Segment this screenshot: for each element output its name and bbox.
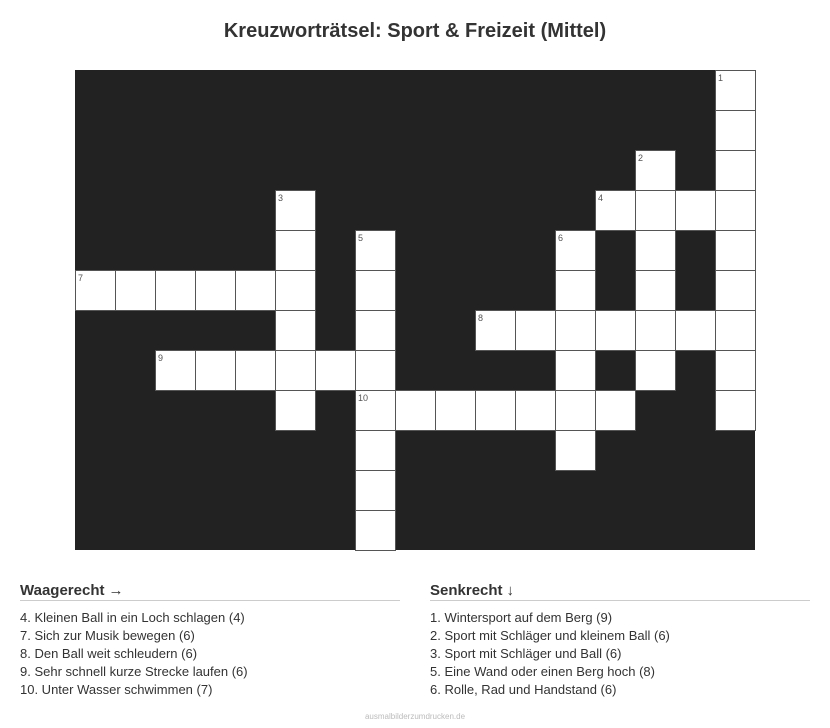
down-clue-list bbox=[430, 609, 810, 699]
crossword-cell[interactable] bbox=[75, 270, 116, 311]
crossword-cell[interactable] bbox=[635, 350, 676, 391]
crossword-cell[interactable] bbox=[635, 230, 676, 271]
crossword-cell[interactable] bbox=[155, 270, 196, 311]
crossword-cell[interactable] bbox=[635, 190, 676, 231]
crossword-cell[interactable] bbox=[395, 390, 436, 431]
crossword-cell[interactable] bbox=[715, 150, 756, 191]
crossword-cell[interactable] bbox=[555, 430, 596, 471]
across-heading-label: Waagerecht bbox=[20, 582, 105, 599]
across-heading bbox=[20, 582, 400, 601]
clue-across-9: 9. Sehr schnell kurze Strecke laufen (6) bbox=[20, 664, 248, 679]
clue-across-8: 8. Den Ball weit schleudern (6) bbox=[20, 646, 198, 661]
crossword-cell[interactable] bbox=[355, 230, 396, 271]
crossword-cell[interactable] bbox=[275, 310, 316, 351]
page-title: Kreuzworträtsel: Sport & Freizeit (Mittel) bbox=[223, 20, 607, 42]
cell-number: 1 bbox=[718, 73, 724, 83]
crossword-cell[interactable] bbox=[475, 390, 516, 431]
clue-down-6: 6. Rolle, Rad und Handstand (6) bbox=[430, 682, 617, 697]
crossword-cell[interactable] bbox=[555, 230, 596, 271]
crossword-grid bbox=[75, 70, 755, 550]
crossword-cell[interactable] bbox=[235, 350, 276, 391]
crossword-cell[interactable] bbox=[355, 350, 396, 391]
cell-number: 8 bbox=[478, 313, 484, 323]
crossword-cell[interactable] bbox=[715, 110, 756, 151]
crossword-cell[interactable] bbox=[715, 230, 756, 271]
crossword-cell[interactable] bbox=[355, 270, 396, 311]
arrow-right-icon: → bbox=[108, 582, 124, 599]
crossword-cell[interactable] bbox=[435, 390, 476, 431]
down-heading-label: Senkrecht bbox=[430, 582, 503, 599]
crossword-cell[interactable] bbox=[635, 270, 676, 311]
crossword-cell[interactable] bbox=[515, 390, 556, 431]
arrow-down-icon: ↓ bbox=[506, 582, 515, 599]
crossword-cell[interactable] bbox=[235, 270, 276, 311]
crossword-cell[interactable] bbox=[595, 190, 636, 231]
clue-down-2: 2. Sport mit Schläger und kleinem Ball (6) bbox=[430, 628, 670, 643]
crossword-cell[interactable] bbox=[715, 190, 756, 231]
cell-number: 7 bbox=[78, 273, 84, 283]
crossword-cell[interactable] bbox=[355, 470, 396, 511]
clue-across-7: 7. Sich zur Musik bewegen (6) bbox=[20, 628, 195, 643]
cell-number: 6 bbox=[558, 233, 564, 243]
crossword-cell[interactable] bbox=[275, 390, 316, 431]
clue-down-3: 3. Sport mit Schläger und Ball (6) bbox=[430, 646, 622, 661]
crossword-cell[interactable] bbox=[555, 350, 596, 391]
crossword-cell[interactable] bbox=[675, 310, 716, 351]
crossword-cell[interactable] bbox=[275, 190, 316, 231]
crossword-cell[interactable] bbox=[595, 310, 636, 351]
crossword-cell[interactable] bbox=[355, 390, 396, 431]
source-watermark: ausmalbilderzumdrucken.de bbox=[364, 712, 466, 721]
clue-down-1: 1. Wintersport auf dem Berg (9) bbox=[430, 610, 613, 625]
across-clues-section bbox=[20, 582, 400, 699]
crossword-cell[interactable] bbox=[275, 230, 316, 271]
cell-number: 10 bbox=[358, 393, 369, 403]
crossword-cell[interactable] bbox=[555, 270, 596, 311]
crossword-cell[interactable] bbox=[195, 350, 236, 391]
crossword-cell[interactable] bbox=[355, 310, 396, 351]
crossword-cell[interactable] bbox=[715, 270, 756, 311]
crossword-cell[interactable] bbox=[635, 310, 676, 351]
across-clue-list bbox=[20, 609, 400, 699]
cell-number: 2 bbox=[638, 153, 644, 163]
down-clues-section bbox=[430, 582, 810, 699]
crossword-cell[interactable] bbox=[715, 70, 756, 111]
crossword-cell[interactable] bbox=[715, 310, 756, 351]
crossword-cell[interactable] bbox=[115, 270, 156, 311]
crossword-cell[interactable] bbox=[715, 390, 756, 431]
clue-across-4: 4. Kleinen Ball in ein Loch schlagen (4) bbox=[20, 610, 245, 625]
crossword-cell[interactable] bbox=[195, 270, 236, 311]
crossword-cell[interactable] bbox=[355, 510, 396, 551]
crossword-cell[interactable] bbox=[275, 270, 316, 311]
clue-across-10: 10. Unter Wasser schwimmen (7) bbox=[20, 682, 213, 697]
clue-down-5: 5. Eine Wand oder einen Berg hoch (8) bbox=[430, 664, 655, 679]
crossword-cell[interactable] bbox=[595, 390, 636, 431]
crossword-cell[interactable] bbox=[315, 350, 356, 391]
crossword-cell[interactable] bbox=[675, 190, 716, 231]
cell-number: 3 bbox=[278, 193, 284, 203]
cell-number: 5 bbox=[358, 233, 364, 243]
crossword-cell[interactable] bbox=[635, 150, 676, 191]
cell-number: 4 bbox=[598, 193, 604, 203]
crossword-cell[interactable] bbox=[355, 430, 396, 471]
crossword-cell[interactable] bbox=[555, 310, 596, 351]
crossword-cell[interactable] bbox=[715, 350, 756, 391]
crossword-cell[interactable] bbox=[475, 310, 516, 351]
crossword-cell[interactable] bbox=[275, 350, 316, 391]
down-heading bbox=[430, 582, 810, 601]
crossword-cell[interactable] bbox=[555, 390, 596, 431]
crossword-cell[interactable] bbox=[515, 310, 556, 351]
crossword-cell[interactable] bbox=[155, 350, 196, 391]
cell-number: 9 bbox=[158, 353, 164, 363]
